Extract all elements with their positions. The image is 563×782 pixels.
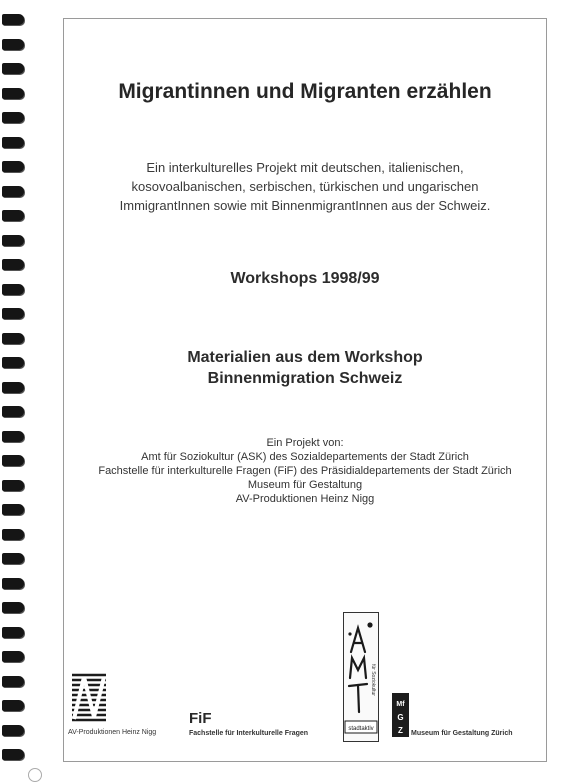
binding-ring	[2, 627, 24, 638]
credit-line: Museum für Gestaltung	[247, 479, 363, 491]
binding-ring	[2, 725, 24, 736]
materials-line: Binnenmigration Schweiz	[207, 370, 403, 387]
binding-ring	[2, 137, 24, 148]
binding-ring	[2, 235, 24, 246]
intro-line: ImmigrantInnen sowie mit BinnenmigrantInnen aus der Schweiz.	[119, 198, 491, 213]
binding-ring	[2, 602, 24, 613]
punch-hole-mark	[28, 768, 42, 782]
mfgz-logo-icon	[392, 693, 409, 737]
credit-line: Amt für Soziokultur (ASK) des Sozialdepartements der Stadt Zürich	[141, 451, 469, 463]
intro-paragraph	[63, 158, 547, 215]
binding-ring	[2, 88, 24, 99]
amt-bottom-text: stadtaktiv	[348, 726, 374, 732]
document-title: Migrantinnen und Migranten erzählen	[118, 80, 492, 103]
av-logo-icon	[71, 672, 107, 722]
binding-ring	[2, 578, 24, 589]
binding-ring	[2, 39, 24, 50]
binding-ring	[2, 455, 24, 466]
binding-ring	[2, 161, 24, 172]
binding-ring	[2, 749, 24, 760]
binding-ring	[2, 651, 24, 662]
binding-ring	[2, 504, 24, 515]
binding-ring	[2, 529, 24, 540]
binding-ring	[2, 700, 24, 711]
materials-line: Materialien aus dem Workshop	[187, 349, 423, 366]
binding-ring	[2, 14, 24, 25]
binding-ring	[2, 308, 24, 319]
av-logo-caption: AV-Produktionen Heinz Nigg	[68, 729, 157, 736]
amt-soziokultur-logo-icon	[343, 612, 379, 742]
fif-logo: FiF	[189, 710, 212, 727]
project-credits	[63, 436, 547, 506]
mfgz-logo-caption: Museum für Gestaltung Zürich	[411, 730, 513, 737]
credit-line: AV-Produktionen Heinz Nigg	[235, 493, 375, 505]
binding-ring	[2, 406, 24, 417]
binding-ring	[2, 357, 24, 368]
intro-line: Ein interkulturelles Projekt mit deutschen, italienischen,	[146, 160, 464, 175]
mfgz-logo	[392, 693, 409, 737]
binding-ring	[2, 382, 24, 393]
binding-ring	[2, 259, 24, 270]
fif-logo-caption: Fachstelle für Interkulturelle Fragen	[189, 730, 309, 737]
workshops-heading: Workshops 1998/99	[230, 270, 380, 287]
binding-ring	[2, 284, 24, 295]
binding-ring	[2, 112, 24, 123]
svg-text:G: G	[397, 713, 404, 722]
page-frame	[63, 18, 547, 762]
amt-side-text: für Soziokultur	[370, 664, 376, 696]
intro-line: kosovoalbanischen, serbischen, türkischen und ungarischen	[131, 179, 479, 194]
materials-heading	[63, 347, 547, 389]
binding-ring	[2, 553, 24, 564]
credit-line: Ein Projekt von:	[266, 437, 344, 449]
binding-ring	[2, 676, 24, 687]
credit-line: Fachstelle für interkulturelle Fragen (FiF) des Präsidialdepartements der Stadt Zürich	[98, 465, 512, 477]
svg-text:Z: Z	[398, 726, 403, 735]
binding-ring	[2, 63, 24, 74]
binding-ring	[2, 431, 24, 442]
binding-ring	[2, 210, 24, 221]
spiral-binding	[0, 0, 30, 779]
binding-ring	[2, 333, 24, 344]
svg-text:Mf: Mf	[396, 701, 405, 708]
binding-ring	[2, 186, 24, 197]
binding-ring	[2, 480, 24, 491]
